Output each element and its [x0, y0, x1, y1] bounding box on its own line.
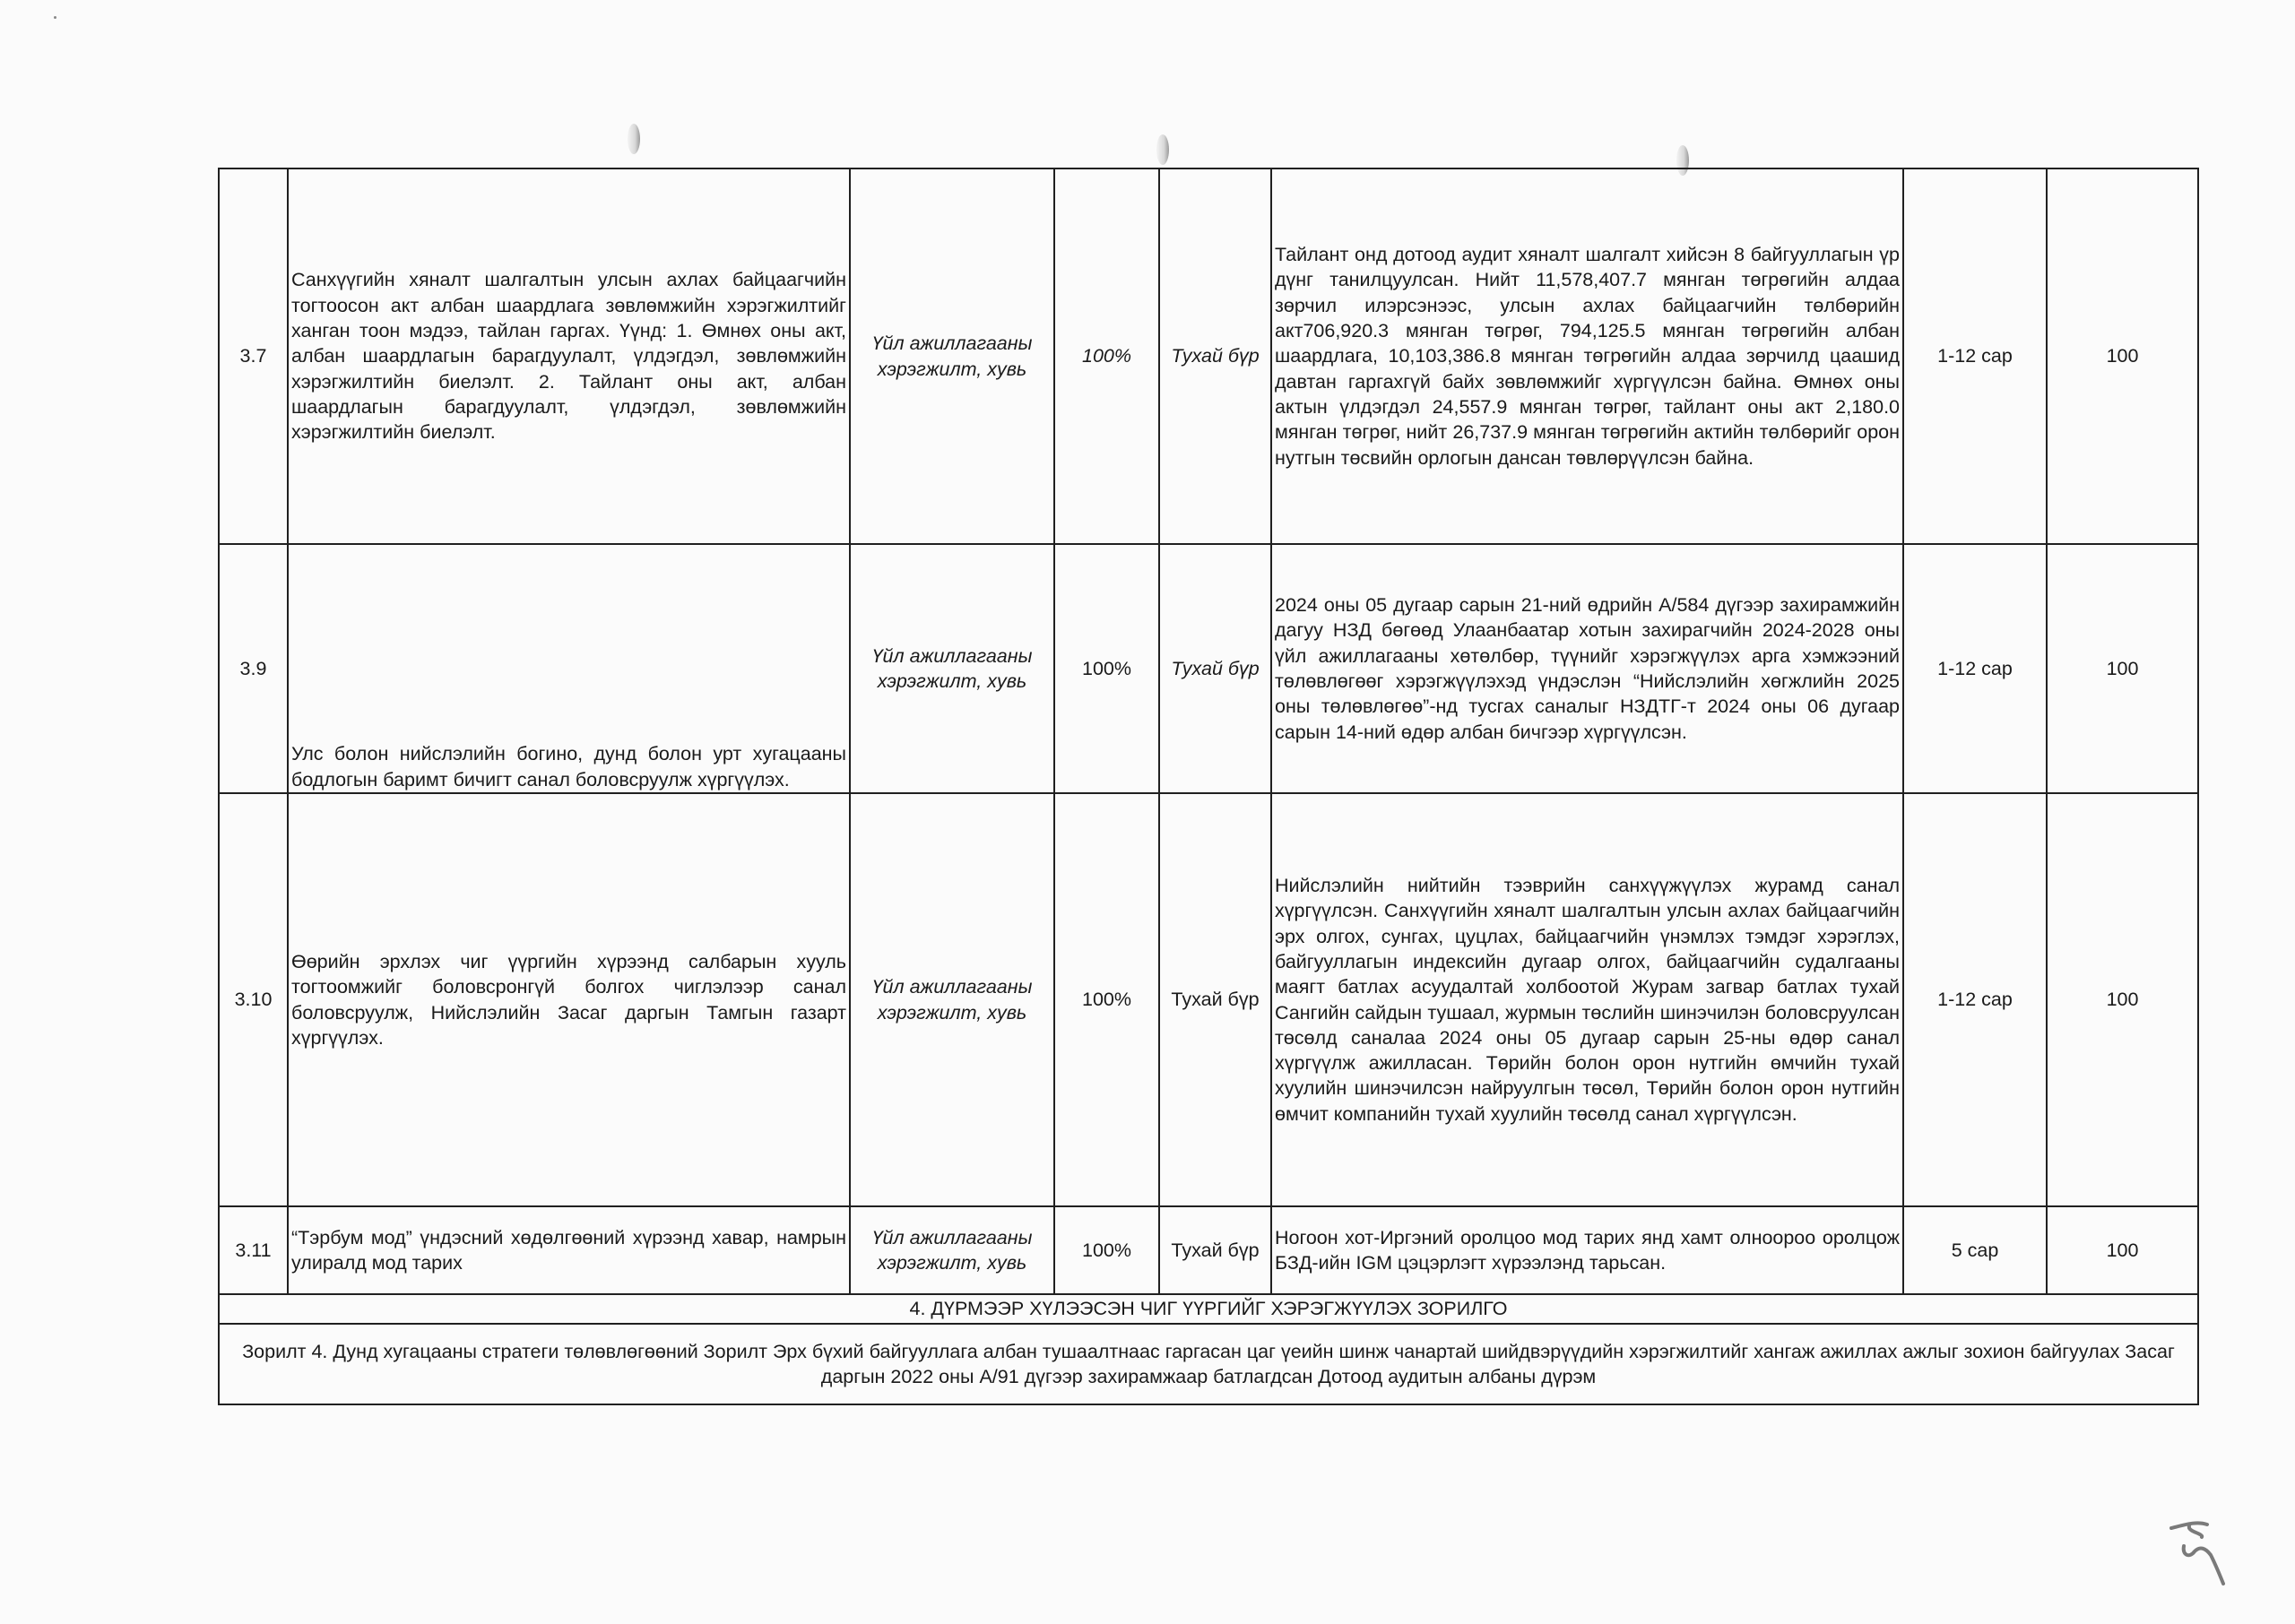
target-cell: 100%	[1054, 1206, 1159, 1294]
period-cell: 1-12 сар	[1903, 793, 2047, 1206]
period-cell: 5 сар	[1903, 1206, 2047, 1294]
result-cell: Тайлант онд дотоод аудит хяналт шалгалт хийсэн 8 байгууллагын үр дүнг танилцуулсан. Нийт 11,578,407.7 мянган төгрөгийн алдаа зөрчил илэрсэнээс, улсын ахлах байцаагчийн төлбөрийн акт706,920.3 мянган төгрөг, 794,125.5 мянган төгрөгийн албан шаардлага, 10,103,386.8 мянган төгрөгийн алдаа зөрчилд цаашид давтан гаргахгүй байх зөвлөмжийг хүргүүлсэн байна. Өмнөх оны актын үлдэгдэл 24,557.9 мянган төгрөг, тайлант оны акт 2,180.0 мянган төгрөг, нийт 26,737.9 мянган төгрөгийн актийн төлбөрийг орон нутгын төсвийн орлогын дансан төвлөрүүлсэн байна.	[1271, 168, 1903, 544]
goal-row	[219, 1324, 2198, 1404]
task-cell: Санхүүгийн хяналт шалгалтын улсын ахлах байцаагчийн тогтоосон акт албан шаардлага зөвлөмжийн хэрэгжилтийг ханган тоон мэдээ, тайлан гаргах. Үүнд: 1. Өмнөх оны акт, албан шаардлагын барагдуулалт, үлдэгдэл, зөвлөмжийн хэрэгжилтийн биелэлт. 2. Тайлант оны акт, албан шаардлагын барагдуулалт, үлдэгдэл, зөвлөмжийн хэрэгжилтийн биелэлт.	[288, 168, 850, 544]
row-number: 3.7	[219, 168, 288, 544]
frequency-cell: Тухай бүр	[1159, 168, 1271, 544]
row-number: 3.11	[219, 1206, 288, 1294]
table-row	[219, 544, 2198, 793]
period-cell: 1-12 сар	[1903, 168, 2047, 544]
indicator-cell: Үйл ажиллагааны хэрэгжилт, хувь	[850, 544, 1054, 793]
target-cell: 100%	[1054, 793, 1159, 1206]
score-cell: 100	[2047, 168, 2198, 544]
row-number: 3.10	[219, 793, 288, 1206]
score-cell: 100	[2047, 793, 2198, 1206]
scan-speck	[54, 16, 56, 19]
table-row	[219, 168, 2198, 544]
table-row	[219, 793, 2198, 1206]
result-cell: Нийслэлийн нийтийн тээврийн санхүүжүүлэх журамд санал хүргүүлсэн. Санхүүгийн хяналт шалгалтын улсын ахлах байцаагчийн эрх олгох, сунгах, цуцлах, байцаагчийн үнэмлэх тэмдэг хэрэглэх, байгууллагын индексийн дугаар олгох, байцаагчийн судалгааны маягт батлах асуудалтай холбоотой Журам загвар батлах тухай Сангийн сайдын тушаал, журмын төслийн шинэчилэн боловсруулсан төсөлд саналаа 2024 оны 05 дугаар сарын 25-ны өдөр санал хүргүүлж ажилласан. Төрийн болон орон нутгийн өмчийн тухай хуулийн шинэчилсэн найруулгын төсөл, Төрийн болон орон нутгийн өмчит компанийн тухай хуулийн төсөлд санал хүргүүлсэн.	[1271, 793, 1903, 1206]
task-cell: Улс болон нийслэлийн богино, дунд болон урт хугацааны бодлогын баримт бичигт санал боловсруулж хүргүүлэх.	[288, 544, 850, 793]
score-cell: 100	[2047, 544, 2198, 793]
frequency-cell: Тухай бүр	[1159, 793, 1271, 1206]
punch-hole-mark	[1156, 134, 1169, 165]
table-row	[219, 1206, 2198, 1294]
indicator-cell: Үйл ажиллагааны хэрэгжилт, хувь	[850, 168, 1054, 544]
section-header: 4. ДҮРМЭЭР ХҮЛЭЭСЭН ЧИГ ҮҮРГИЙГ ХЭРЭГЖҮҮЛЭХ ЗОРИЛГО	[219, 1294, 2198, 1324]
frequency-cell: Тухай бүр	[1159, 1206, 1271, 1294]
section-header-row	[219, 1294, 2198, 1324]
handwritten-page-mark	[2169, 1519, 2232, 1600]
punch-hole-mark	[628, 124, 640, 154]
goal-text: Зорилт 4. Дунд хугацааны стратеги төлөвлөгөөний Зорилт Эрх бүхий байгууллага албан тушаалтнаас гаргасан цаг үеийн шинж чанартай шийдвэрүүдийн хэрэгжилтийг хангаж ажиллах ажлыг зохион байгуулах Засаг даргын 2022 оны А/91 дүгээр захирамжаар батлагдсан Дотоод аудитын албаны дүрэм	[219, 1324, 2198, 1404]
result-cell: 2024 оны 05 дугаар сарын 21-ний өдрийн А/584 дүгээр захирамжийн дагуу НЗД бөгөөд Улаанбаатар хотын захирагчийн 2024-2028 оны үйл ажиллагааны хөтөлбөр, түүнийг хэрэгжүүлэх арга хэмжээний төлөвлөгөөг хэрэгжүүлэхэд үндэслэн “Нийслэлийн хөгжлийн 2025 оны төлөвлөгөө”-нд тусгах саналыг НЗДТГ-т 2024 оны 06 дугаар сарын 14-ний өдөр албан бичгээр хүргүүлсэн.	[1271, 544, 1903, 793]
indicator-cell: Үйл ажиллагааны хэрэгжилт, хувь	[850, 793, 1054, 1206]
row-number: 3.9	[219, 544, 288, 793]
target-cell: 100%	[1054, 544, 1159, 793]
frequency-cell: Тухай бүр	[1159, 544, 1271, 793]
task-cell: Өөрийн эрхлэх чиг үүргийн хүрээнд салбарын хууль тогтоомжийг боловсронгүй болгох чиглэлээр санал боловсруулж, Нийслэлийн Засаг даргын Тамгын газарт хүргүүлэх.	[288, 793, 850, 1206]
score-cell: 100	[2047, 1206, 2198, 1294]
indicator-cell: Үйл ажиллагааны хэрэгжилт, хувь	[850, 1206, 1054, 1294]
target-cell: 100%	[1054, 168, 1159, 544]
period-cell: 1-12 сар	[1903, 544, 2047, 793]
task-cell: “Тэрбум мод” үндэсний хөдөлгөөний хүрээнд хавар, намрын улиралд мод тарих	[288, 1206, 850, 1294]
result-cell: Ногоон хот-Иргэний оролцоо мод тарих янд хамт олноороо оролцож БЗД-ийн IGM цэцэрлэгт хүрээлэнд тарьсан.	[1271, 1206, 1903, 1294]
report-table	[218, 168, 2199, 1405]
